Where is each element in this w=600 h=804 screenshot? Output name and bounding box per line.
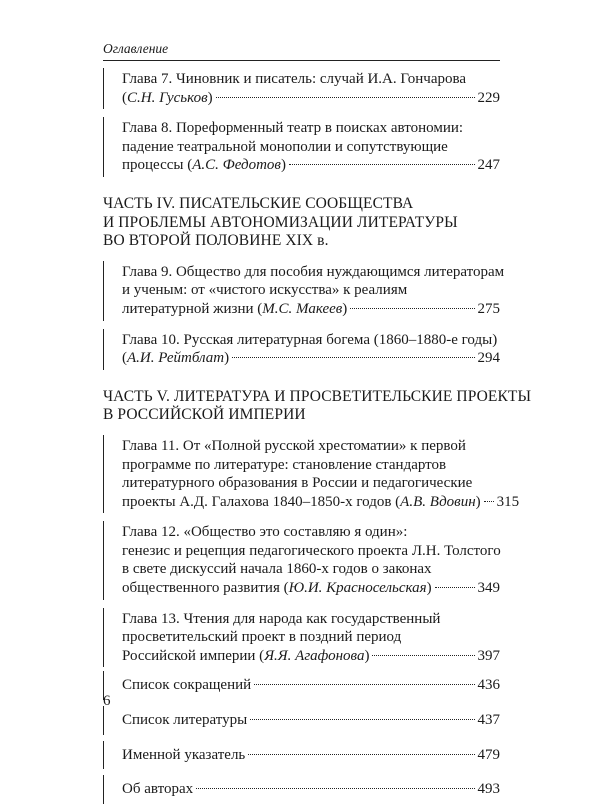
- entry-text: ): [280, 157, 286, 174]
- toc-group-part-4-chapters: [103, 261, 505, 370]
- table-of-contents: [103, 68, 532, 804]
- back-matter-entry: [103, 775, 500, 804]
- entry-line: генезис и рецепция педагогического проекта Л.Н. Толстого: [122, 542, 501, 559]
- entry-text: Российской империи (: [122, 647, 265, 664]
- back-matter-entry: [103, 706, 500, 735]
- back-matter-page-number: 436: [477, 677, 500, 694]
- entry-text: литературной жизни (: [122, 300, 263, 317]
- entry-line: Глава 8. Пореформенный театр в поисках автономии:: [122, 120, 464, 137]
- toc-entry: [103, 608, 500, 668]
- part-heading-line: ЧАСТЬ IV. ПИСАТЕЛЬСКИЕ СООБЩЕСТВА: [103, 194, 414, 212]
- toc-group-part-3-chapters: [103, 68, 500, 177]
- entry-text: ): [475, 493, 481, 510]
- entry-line: литературного образования в России и педагогические: [122, 475, 473, 492]
- entry-line: Глава 13. Чтения для народа как государственный: [122, 610, 441, 627]
- back-matter-page-number: 493: [477, 781, 500, 798]
- entry-text: ): [342, 300, 348, 317]
- entry-last-line: [122, 647, 500, 666]
- entry-text: ): [224, 350, 230, 367]
- back-matter-page-number: 479: [477, 746, 500, 763]
- entry-page-number: 247: [477, 157, 500, 174]
- dot-leader: [350, 308, 474, 309]
- entry-line: падение театральной монополии и сопутствующие: [122, 138, 448, 155]
- entry-author: С.Н. Гуськов: [127, 89, 208, 106]
- back-matter-entry: [103, 671, 500, 700]
- entry-text: (: [122, 89, 127, 106]
- dot-leader: [372, 655, 474, 656]
- entry-author: Я.Я. Агафонова: [264, 647, 365, 664]
- toc-entry: [103, 521, 500, 599]
- back-matter-label: Об авторах: [122, 781, 194, 798]
- toc-entry: [103, 329, 500, 370]
- entry-line: Глава 9. Общество для пособия нуждающимся литераторам: [122, 263, 505, 280]
- back-matter-label: Список сокращений: [122, 677, 252, 694]
- entry-author: Ю.И. Красносельская: [288, 580, 427, 597]
- entry-page-number: 349: [477, 580, 500, 597]
- entry-page-number: 275: [477, 300, 500, 317]
- entry-author: М.С. Макеев: [262, 300, 343, 317]
- entry-last-line: [122, 493, 520, 512]
- running-head: Оглавление: [103, 41, 169, 56]
- dot-leader: [216, 97, 475, 98]
- entry-line: Глава 11. От «Полной русской хрестоматии» к первой: [122, 437, 466, 454]
- entry-text: общественного развития (: [122, 580, 289, 597]
- entry-last-line: [122, 89, 500, 108]
- entry-text: ): [207, 89, 213, 106]
- entry-line: Глава 10. Русская литературная богема (1860–1880-е годы): [122, 331, 498, 348]
- dot-leader: [254, 684, 474, 685]
- entry-text: проекты А.Д. Галахова 1840–1850-х годов (: [122, 493, 401, 510]
- back-matter-label: Список литературы: [122, 712, 248, 729]
- part-heading-line: В РОССИЙСКОЙ ИМПЕРИИ: [103, 406, 306, 424]
- back-matter-page-number: 437: [477, 712, 500, 729]
- part-heading-line: И ПРОБЛЕМЫ АВТОНОМИЗАЦИИ ЛИТЕРАТУРЫ: [103, 213, 458, 231]
- entry-line: Глава 12. «Общество это составляю я один»:: [122, 524, 408, 541]
- dot-leader: [289, 164, 475, 165]
- entry-line: просветительский проект в поздний период: [122, 629, 402, 646]
- dot-leader: [435, 587, 475, 588]
- entry-text: ): [426, 580, 432, 597]
- page-number: 6: [103, 693, 111, 709]
- entry-text: ): [364, 647, 370, 664]
- entry-line: в свете дискуссий начала 1860-х годов о законах: [122, 561, 432, 578]
- entry-author: А.В. Вдовин: [400, 493, 476, 510]
- part-heading-line: ВО ВТОРОЙ ПОЛОВИНЕ XIX в.: [103, 232, 329, 250]
- entry-last-line: [122, 156, 500, 175]
- back-matter-entry: [103, 741, 500, 770]
- header-rule: [103, 60, 500, 61]
- dot-leader: [196, 788, 474, 789]
- entry-page-number: 229: [477, 89, 500, 106]
- entry-author: А.С. Федотов: [192, 157, 281, 174]
- entry-line: Глава 7. Чиновник и писатель: случай И.А. Гончарова: [122, 71, 467, 87]
- entry-page-number: 315: [496, 493, 520, 510]
- dot-leader: [484, 501, 494, 502]
- toc-group-part-5-chapters: [103, 435, 520, 668]
- entry-page-number: 294: [477, 350, 500, 367]
- toc-entry: [103, 117, 500, 177]
- entry-line: программе по литературе: становление стандартов: [122, 456, 447, 473]
- toc-entry: [103, 435, 520, 513]
- back-matter-label: Именной указатель: [122, 746, 246, 763]
- entry-author: А.И. Рейтблат: [127, 350, 225, 367]
- entry-text: процессы (: [122, 157, 193, 174]
- entry-last-line: [122, 349, 500, 368]
- dot-leader: [248, 754, 474, 755]
- toc-entry: [103, 68, 500, 109]
- part-heading-line: ЧАСТЬ V. ЛИТЕРАТУРА И ПРОСВЕТИТЕЛЬСКИЕ ПРОЕКТЫ: [103, 387, 532, 405]
- toc-entry: [103, 261, 505, 321]
- dot-leader: [250, 719, 474, 720]
- entry-page-number: 397: [477, 647, 500, 664]
- entry-last-line: [122, 300, 500, 319]
- entry-last-line: [122, 579, 500, 598]
- back-matter-list: [103, 671, 500, 803]
- entry-line: и ученым: от «чистого искусства» к реалиям: [122, 282, 408, 299]
- part-heading-5: [103, 387, 532, 425]
- entry-text: (: [122, 350, 127, 367]
- part-heading-4: [103, 195, 500, 251]
- dot-leader: [232, 357, 474, 358]
